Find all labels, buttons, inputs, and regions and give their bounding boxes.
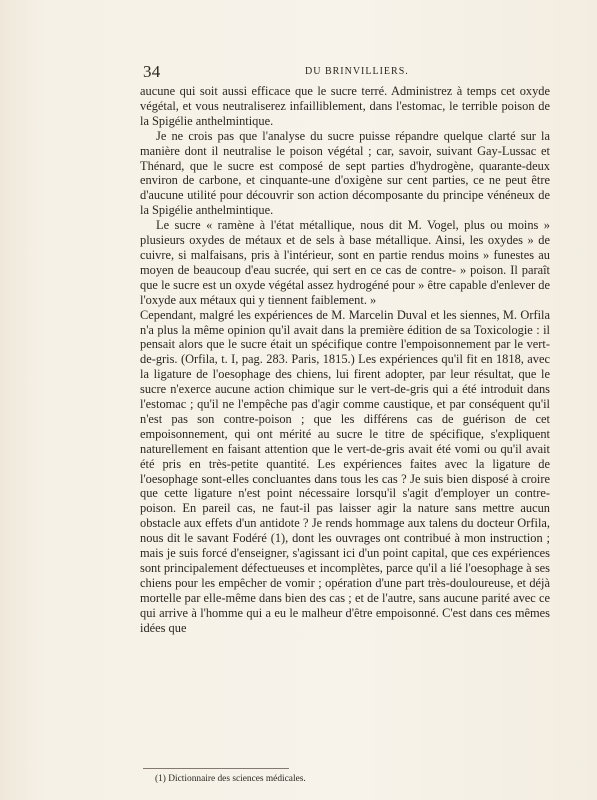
running-head: DU BRINVILLIERS.	[305, 66, 409, 77]
page-header	[143, 62, 540, 82]
paragraph-vogel-quote: Le sucre « ramène à l'état métallique, nous dit M. Vogel, plus ou moins » plusieurs oxydes de métaux et de sels à base métallique. Ainsi, les oxydes » de cuivre, si malfaisans, pris à l'intérieur, sont en partie rendus moins » funestes au moyen de beaucoup d'eau sucrée, qui sert en ce cas de contre- » poison. Il paraît que le sucre est un oxyde végétal assez hydrogéné pour » être capable d'enlever de l'oxyde aux métaux qui y tiennent faiblement. »	[140, 218, 550, 307]
paragraph-sugar-analysis: Je ne crois pas que l'analyse du sucre puisse répandre quelque clarté sur la manière dont il neutralise le poison végétal ; car, savoir, suivant Gay-Lussac et Thénard, que le sucre est composé de sept parties d'hydrogène, quarante-deux environ de carbone, et cinquante-une d'oxigène sur cent parties, ce ne peut être d'aucune utilité pour découvrir son action décomposante du principe vénéneux de la Spigélie anthelmintique.	[140, 128, 550, 218]
paragraph-orfila: Cependant, malgré les expériences de M. Marcelin Duval et les siennes, M. Orfila n'a plus la même opinion qu'il avait dans la première édition de sa Toxicologie : il pensait alors que le sucre était un spécifique contre l'empoisonnement par le vert-de-gris. (Orfila, t. I, pag. 283. Paris, 1815.) Les expériences qu'il fit en 1818, avec la ligature de l'oesophage des chiens, lui firent adopter, par leur résultat, que le sucre n'exerce aucune action chimique sur le vert-de-gris qui a été introduit dans l'estomac ; qu'il ne l'empêche pas d'agir comme caustique, et par conséquent qu'il n'est pas son contre-poison ; que les différens cas de guérison de cet empoisonnement, qui ont mérité au sucre le titre de spécifique, s'expliquent naturellement en faisant attention que le vert-de-gris avait été vomi ou qu'il avait été pris en très-petite quantité. Les expériences faites avec la ligature de l'oesophage sont-elles concluantes dans tous les cas ? Je suis bien disposé à croire que cette ligature n'est point nécessaire lorsqu'il s'agit d'employer un contre-poison. En pareil cas, ne faut-il pas laisser agir la nature sans mettre aucun obstacle aux effets d'un antidote ? Je rends hommage aux talens du docteur Orfila, nous dit le savant Fodéré (1), dont les ouvrages ont contribué à mon instruction ; mais je suis forcé d'enseigner, s'agissant ici d'un point capital, que ces expériences sont principalement défectueuses et incomplètes, parce qu'il a lié l'oesophage à ses chiens pour les empêcher de vomir ; opération d'une part très-douloureuse, et déjà mortelle par elle-même dans bien des cas ; et de l'autre, sans aucune parité avec ce qui arrive à l'homme qui a eu le malheur d'être empoisonné. C'est dans ces mêmes idées que	[140, 307, 550, 635]
body-text	[140, 84, 550, 636]
page-number: 34	[143, 62, 161, 81]
paragraph-continuation: aucune qui soit aussi efficace que le sucre terré. Administrez à temps cet oxyde végétal, et vous neutraliserez infailliblement, dans l'estomac, le terrible poison de la Spigélie anthelmintique.	[140, 84, 550, 128]
footnote-divider	[143, 768, 289, 769]
footnote: (1) Dictionnaire des sciences médicales.	[155, 774, 306, 784]
